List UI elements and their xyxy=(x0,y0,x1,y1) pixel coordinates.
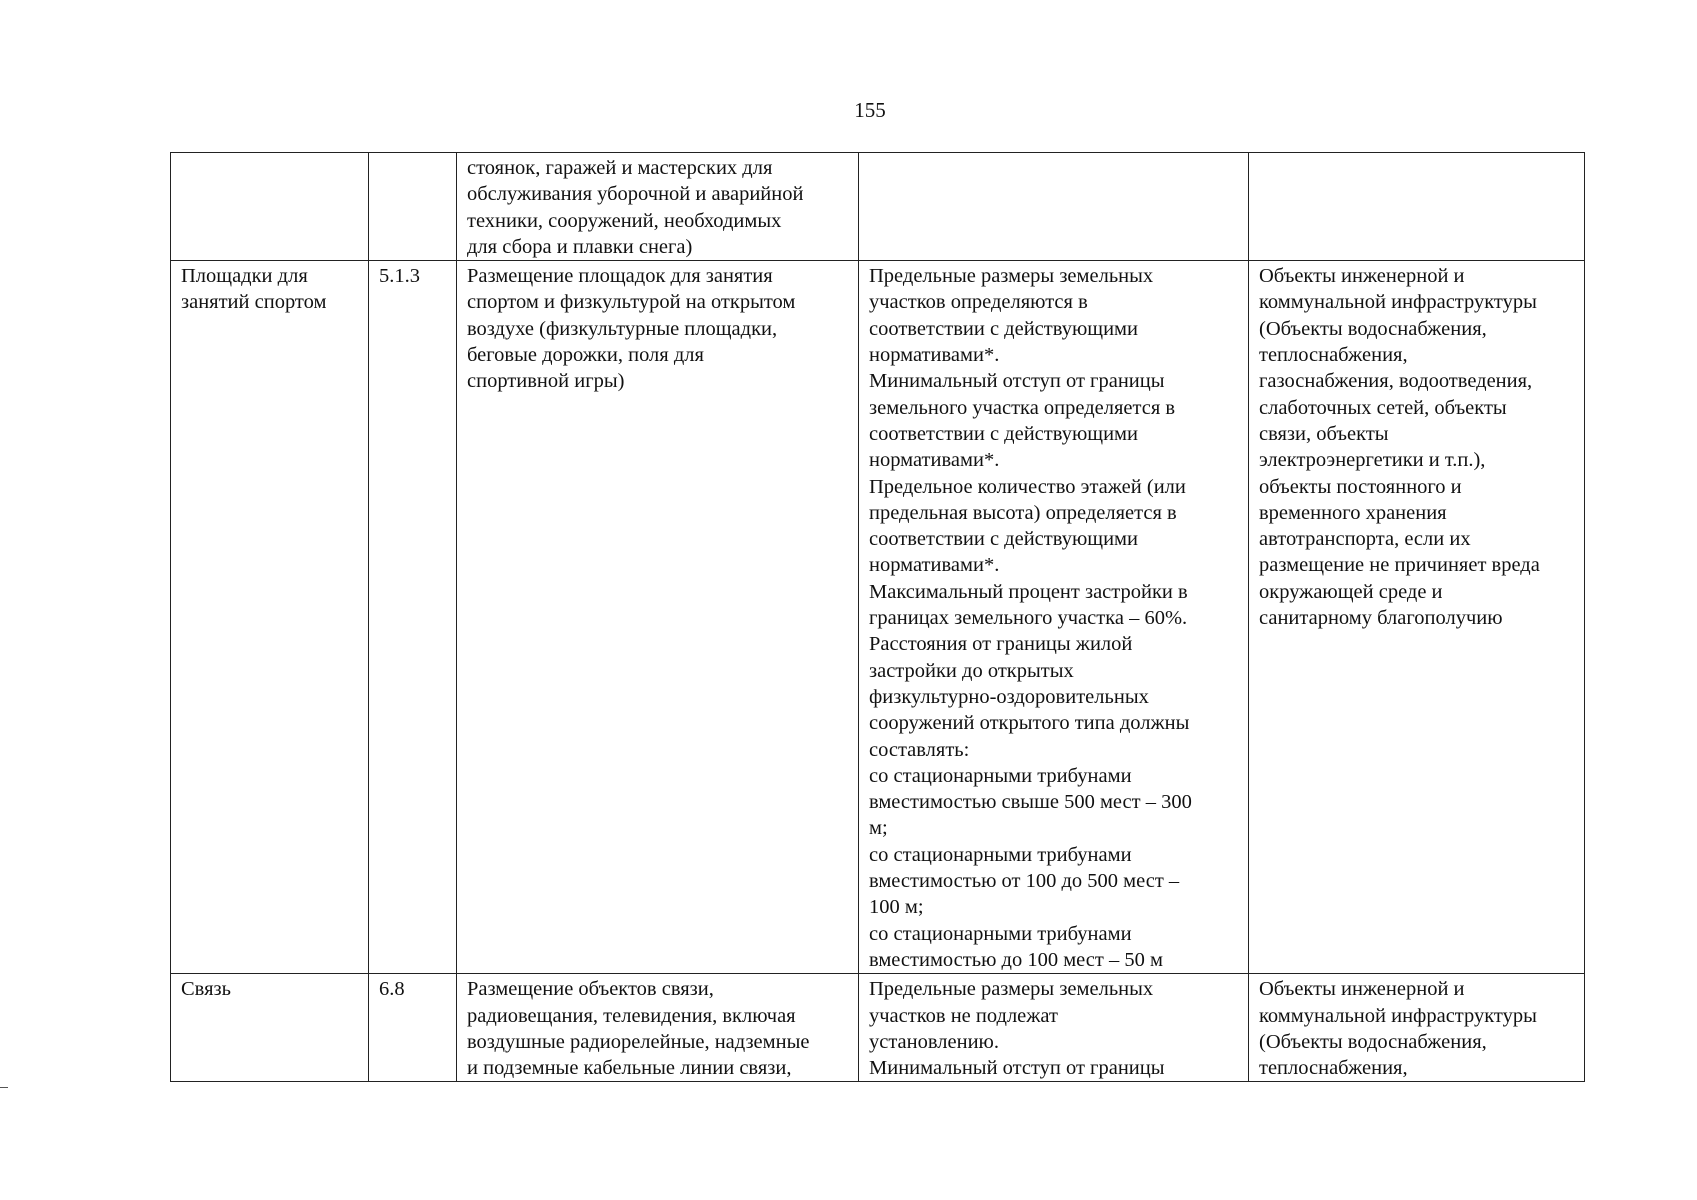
page-number: 155 xyxy=(854,98,886,122)
cell-parameters: Предельные размеры земельных участков не подлежат установлению. Минимальный отступ от границы xyxy=(859,974,1249,1082)
cell-use-description: Размещение площадок для занятия спортом и физкультурой на открытом воздухе (физкультурные площадки, беговые дорожки, поля для спортивной игры) xyxy=(457,261,859,974)
scan-edge-mark xyxy=(0,1087,8,1088)
cell-parameters xyxy=(859,153,1249,261)
cell-auxiliary-uses: Объекты инженерной и коммунальной инфраструктуры (Объекты водоснабжения, теплоснабжения, xyxy=(1249,974,1585,1082)
land-use-table xyxy=(170,152,1585,1082)
table-row xyxy=(171,261,1585,974)
cell-use-description: Размещение объектов связи, радиовещания, телевидения, включая воздушные радиорелейные, надземные и подземные кабельные линии связи, xyxy=(457,974,859,1082)
cell-use-description: стоянок, гаражей и мастерских для обслуживания уборочной и аварийной техники, сооружений, необходимых для сбора и плавки снега) xyxy=(457,153,859,261)
cell-use-code: 6.8 xyxy=(369,974,457,1082)
cell-parameters: Предельные размеры земельных участков определяются в соответствии с действующими нормативами*. Минимальный отступ от границы земельного участка определяется в соответствии с действующими нормативами*. Предельное количество этажей (или предельная высота) определяется в соответствии с действующими нормативами*. Максимальный процент застройки в границах земельного участка – 60%. Расстояния от границы жилой застройки до открытых физкультурно-оздоровительных сооружений открытого типа должны составлять: со стационарными трибунами вместимостью свыше 500 мест – 300 м; со стационарными трибунами вместимостью от 100 до 500 мест – 100 м; со стационарными трибунами вместимостью до 100 мест – 50 м xyxy=(859,261,1249,974)
table-row xyxy=(171,974,1585,1082)
cell-use-code xyxy=(369,153,457,261)
cell-use-name: Связь xyxy=(171,974,369,1082)
cell-auxiliary-uses: Объекты инженерной и коммунальной инфраструктуры (Объекты водоснабжения, теплоснабжения, газоснабжения, водоотведения, слаботочных сетей, объекты связи, объекты электроэнергетики и т.п.), объекты постоянного и временного хранения автотранспорта, если их размещение не причиняет вреда окружающей среде и санитарному благополучию xyxy=(1249,261,1585,974)
cell-auxiliary-uses xyxy=(1249,153,1585,261)
cell-use-code: 5.1.3 xyxy=(369,261,457,974)
cell-use-name xyxy=(171,153,369,261)
cell-use-name: Площадки для занятий спортом xyxy=(171,261,369,974)
table-row xyxy=(171,153,1585,261)
